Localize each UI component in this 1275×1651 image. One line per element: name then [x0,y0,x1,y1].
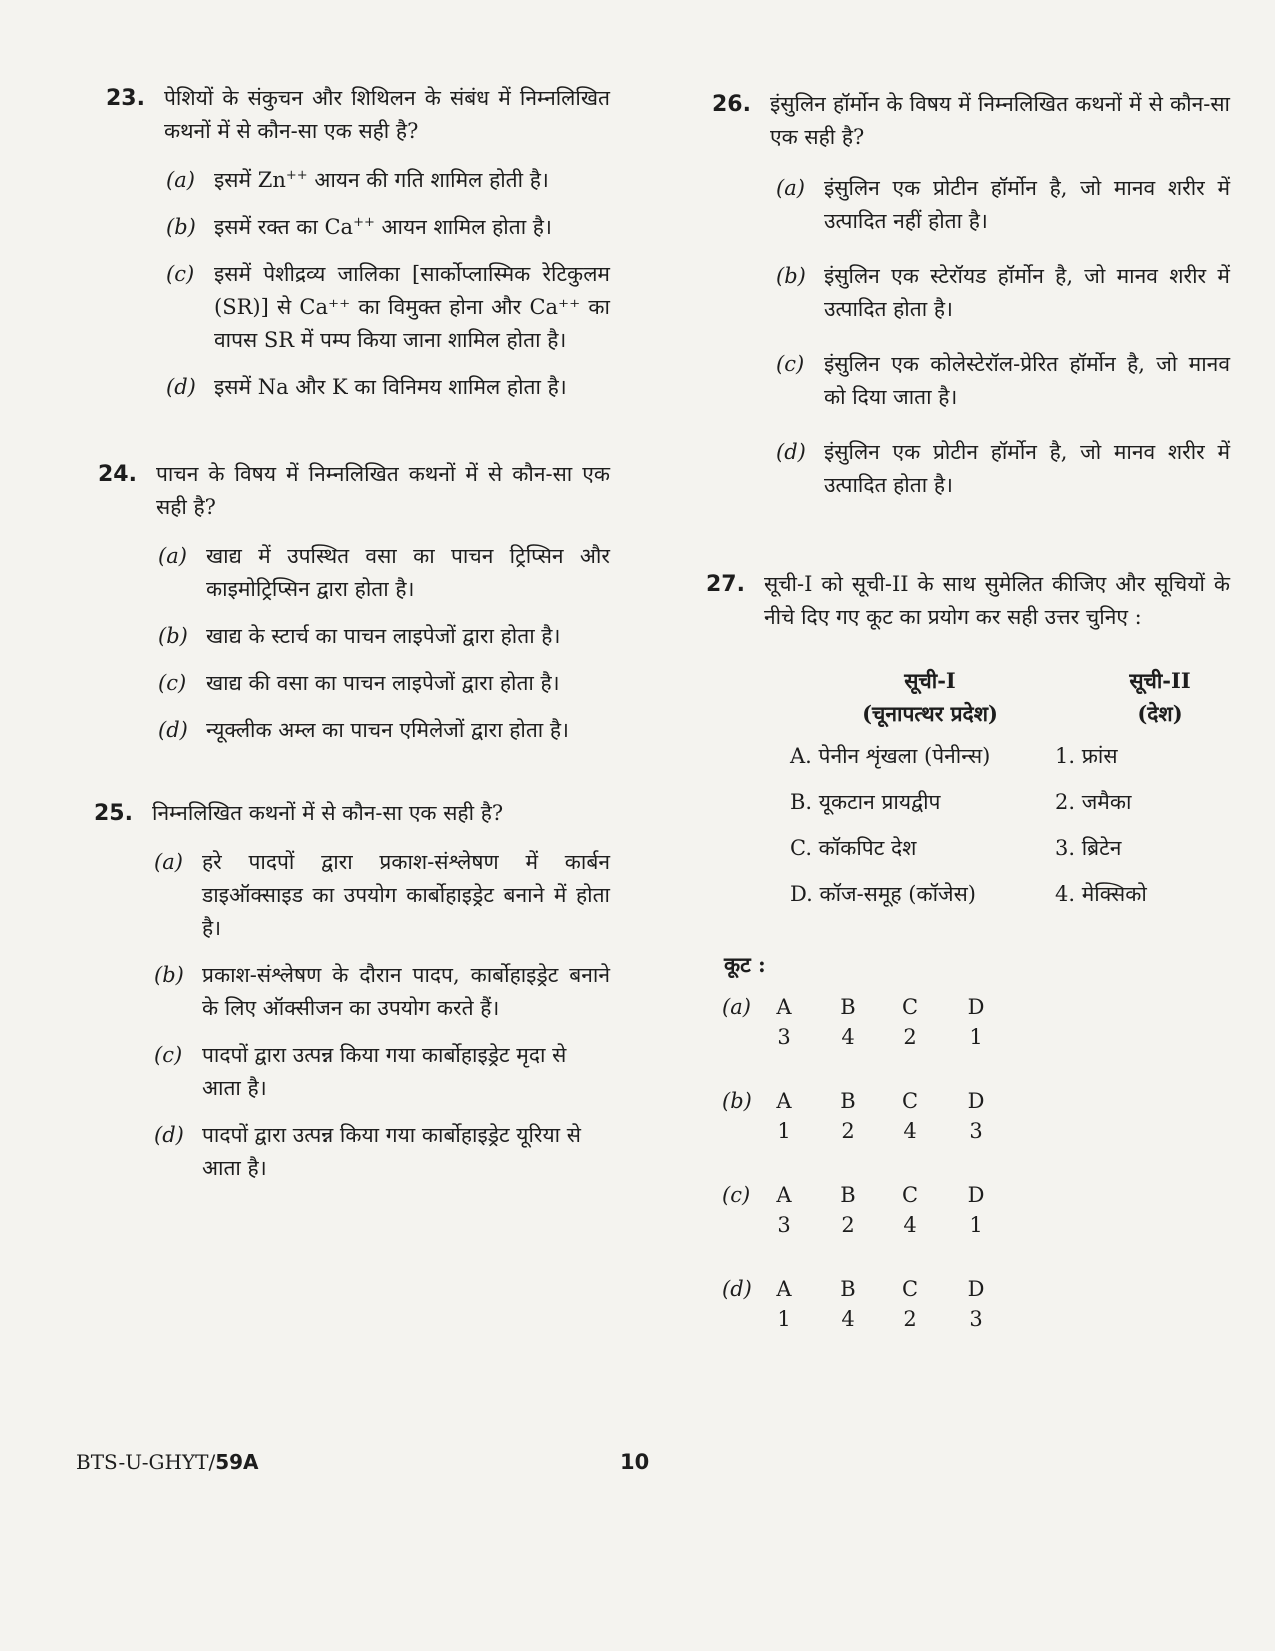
option-label: (a) [154,850,183,874]
code-option-d[interactable] [722,1273,1230,1357]
list-2-title: सूची-II [1129,668,1191,693]
question-25 [94,797,610,830]
option-label: (b) [776,264,806,288]
superscript: ++ [285,168,308,183]
page-number: 10 [620,1450,650,1474]
superscript: ++ [353,215,375,230]
option-label: (b) [154,963,184,987]
list-2-item: 2. जमैका [1055,790,1132,814]
list-1-subtitle: (चूनापत्थर प्रदेश) [862,701,998,726]
option-c[interactable] [166,258,610,357]
option-label: (d) [154,1123,184,1147]
code-head: A [776,1183,792,1207]
code-head: A [776,1277,792,1301]
code-value: 1 [777,1119,791,1143]
question-stem: सूची-I को सूची-II के साथ सुमेलित कीजिए और सूचियों के नीचे दिए गए कूट का प्रयोग कर सही उत्तर चुनिए : [764,572,1230,629]
list-2-item: 1. फ्रांस [1055,744,1118,768]
question-stem: इंसुलिन हॉर्मोन के विषय में निम्नलिखित कथनों में से कौन-सा एक सही है? [770,92,1230,149]
option-d[interactable] [154,1119,610,1185]
option-text: खाद्य के स्टार्च का पाचन लाइपेजों द्वारा होता है। [206,624,561,648]
option-text: इसमें पेशीद्रव्य जालिका [सार्कोप्लास्मिक रेटिकुलम (SR)] से Ca⁺⁺ का विमुक्त होना और Ca⁺⁺ का वापस SR में पम्प किया जाना शामिल होता है। [214,262,610,352]
option-label: (a) [166,168,195,192]
option-d[interactable] [166,371,610,404]
question-number: 26. [712,92,751,117]
question-23-options [166,164,610,404]
option-text: इसमें रक्त का Ca [214,215,354,239]
booklet-code-suffix: 59A [215,1450,259,1474]
left-column [94,82,610,1185]
question-stem: पेशियों के संकुचन और शिथिलन के संबंध में निम्नलिखित कथनों में से कौन-सा एक सही है? [164,86,610,143]
booklet-code-prefix: BTS-U-GHYT/ [76,1450,216,1474]
code-head: C [901,1277,919,1301]
option-text: प्रकाश-संश्लेषण के दौरान पादप, कार्बोहाइड्रेट बनाने के लिए ऑक्सीजन का उपयोग करते हैं। [202,963,610,1020]
code-option-c[interactable] [722,1179,1230,1263]
list-1-item: C. कॉकपिट देश [790,836,917,860]
code-head: C [901,1089,919,1113]
option-text: इंसुलिन एक प्रोटीन हॉर्मोन है, जो मानव शरीर में उत्पादित होता है। [824,440,1230,497]
option-b[interactable] [166,211,610,244]
code-value: 4 [903,1119,917,1143]
option-label: (c) [776,352,805,376]
code-value: 1 [777,1307,791,1331]
code-head: D [967,1277,985,1301]
option-a[interactable] [166,164,610,197]
match-list [770,664,1230,924]
list-2-heading [1115,664,1205,730]
right-column [706,88,1230,1357]
option-a[interactable] [158,540,610,606]
code-value: 3 [777,1025,791,1049]
code-option-label: (b) [722,1089,752,1113]
match-row [770,740,1230,786]
code-value: 1 [969,1213,983,1237]
question-number: 27. [706,572,745,597]
code-head: D [967,1183,985,1207]
option-text: न्यूक्लीक अम्ल का पाचन एमिलेजों द्वारा होता है। [206,718,570,742]
code-option-label: (c) [722,1183,751,1207]
code-head: A [776,995,792,1019]
code-value: 2 [903,1025,917,1049]
code-label: कूट : [724,952,766,977]
question-26-options [776,172,1230,502]
question-23 [106,82,610,148]
option-label: (b) [158,624,188,648]
list-1-title: सूची-I [904,668,956,693]
code-value: 2 [841,1213,855,1237]
option-a[interactable] [776,172,1230,238]
code-value: 4 [903,1213,917,1237]
question-stem: पाचन के विषय में निम्नलिखित कथनों में से कौन-सा एक सही है? [156,462,610,519]
option-label: (c) [158,671,187,695]
option-label: (c) [166,262,195,286]
code-head: D [967,1089,985,1113]
code-value: 1 [969,1025,983,1049]
code-value: 4 [841,1025,855,1049]
question-number: 23. [106,86,145,111]
code-value: 4 [841,1307,855,1331]
question-25-options [154,846,610,1185]
code-option-a[interactable] [722,991,1230,1075]
option-text: पादपों द्वारा उत्पन्न किया गया कार्बोहाइड्रेट यूरिया से आता है। [202,1123,581,1180]
list-1-item: A. पेनीन शृंखला (पेनीन्स) [790,744,991,768]
option-c[interactable] [154,1039,610,1105]
list-2-item: 3. ब्रिटेन [1055,836,1122,860]
match-row [770,878,1230,924]
code-value: 2 [841,1119,855,1143]
question-24-options [158,540,610,747]
option-c[interactable] [776,348,1230,414]
option-text: इसमें Zn [214,168,286,192]
option-label: (c) [154,1043,183,1067]
code-head: B [840,1277,856,1301]
list-2-item: 4. मेक्सिको [1055,882,1147,906]
option-text: इंसुलिन एक प्रोटीन हॉर्मोन है, जो मानव शरीर में उत्पादित नहीं होता है। [824,176,1230,233]
match-row [770,786,1230,832]
code-value: 3 [969,1119,983,1143]
option-b[interactable] [776,260,1230,326]
option-text: खाद्य की वसा का पाचन लाइपेजों द्वारा होता है। [206,671,560,695]
option-text: इंसुलिन एक कोलेस्टेरॉल-प्रेरित हॉर्मोन है, जो मानव को दिया जाता है। [824,352,1230,409]
code-head: B [840,1183,856,1207]
code-head: A [776,1089,792,1113]
option-d[interactable] [158,714,610,747]
option-text-tail: आयन शामिल होता है। [374,215,552,239]
option-label: (a) [776,176,805,200]
match-row [770,832,1230,878]
answer-codes [722,991,1230,1357]
list-1-heading [810,664,1050,730]
option-text: इंसुलिन एक स्टेरॉयड हॉर्मोन है, जो मानव शरीर में उत्पादित होता है। [824,264,1230,321]
match-list-header [770,664,1230,740]
option-label: (d) [166,375,196,399]
option-b[interactable] [154,959,610,1025]
code-head: C [901,995,919,1019]
list-1-item: D. कॉज-समूह (कॉजेस) [790,882,976,906]
code-value: 3 [777,1213,791,1237]
booklet-code [76,1450,259,1474]
code-value: 2 [903,1307,917,1331]
option-b[interactable] [158,620,610,653]
code-head: C [901,1183,919,1207]
question-stem: निम्नलिखित कथनों में से कौन-सा एक सही है? [152,801,504,825]
option-a[interactable] [154,846,610,945]
list-2-subtitle: (देश) [1137,701,1183,726]
question-27 [706,568,1230,634]
question-number: 24. [98,462,137,487]
question-26 [712,88,1230,154]
code-option-label: (d) [722,1277,752,1301]
list-1-item: B. यूकटान प्रायद्वीप [790,790,941,814]
option-c[interactable] [158,667,610,700]
code-head: B [840,1089,856,1113]
option-text: पादपों द्वारा उत्पन्न किया गया कार्बोहाइड्रेट मृदा से आता है। [202,1043,567,1100]
option-text-tail: आयन की गति शामिल होती है। [307,168,549,192]
code-value: 3 [969,1307,983,1331]
option-label: (d) [158,718,188,742]
option-label: (d) [776,440,806,464]
option-label: (b) [166,215,196,239]
option-text: इसमें Na और K का विनिमय शामिल होता है। [214,375,567,399]
option-text: खाद्य में उपस्थित वसा का पाचन ट्रिप्सिन और काइमोट्रिप्सिन द्वारा होता है। [206,544,610,601]
option-text: हरे पादपों द्वारा प्रकाश-संश्लेषण में कार्बन डाइऑक्साइड का उपयोग कार्बोहाइड्रेट बनाने में होता है। [202,850,610,940]
question-24 [98,458,610,524]
option-label: (a) [158,544,187,568]
code-head: D [967,995,985,1019]
option-d[interactable] [776,436,1230,502]
code-option-b[interactable] [722,1085,1230,1169]
code-head: B [840,995,856,1019]
code-option-label: (a) [722,995,751,1019]
question-number: 25. [94,801,133,826]
